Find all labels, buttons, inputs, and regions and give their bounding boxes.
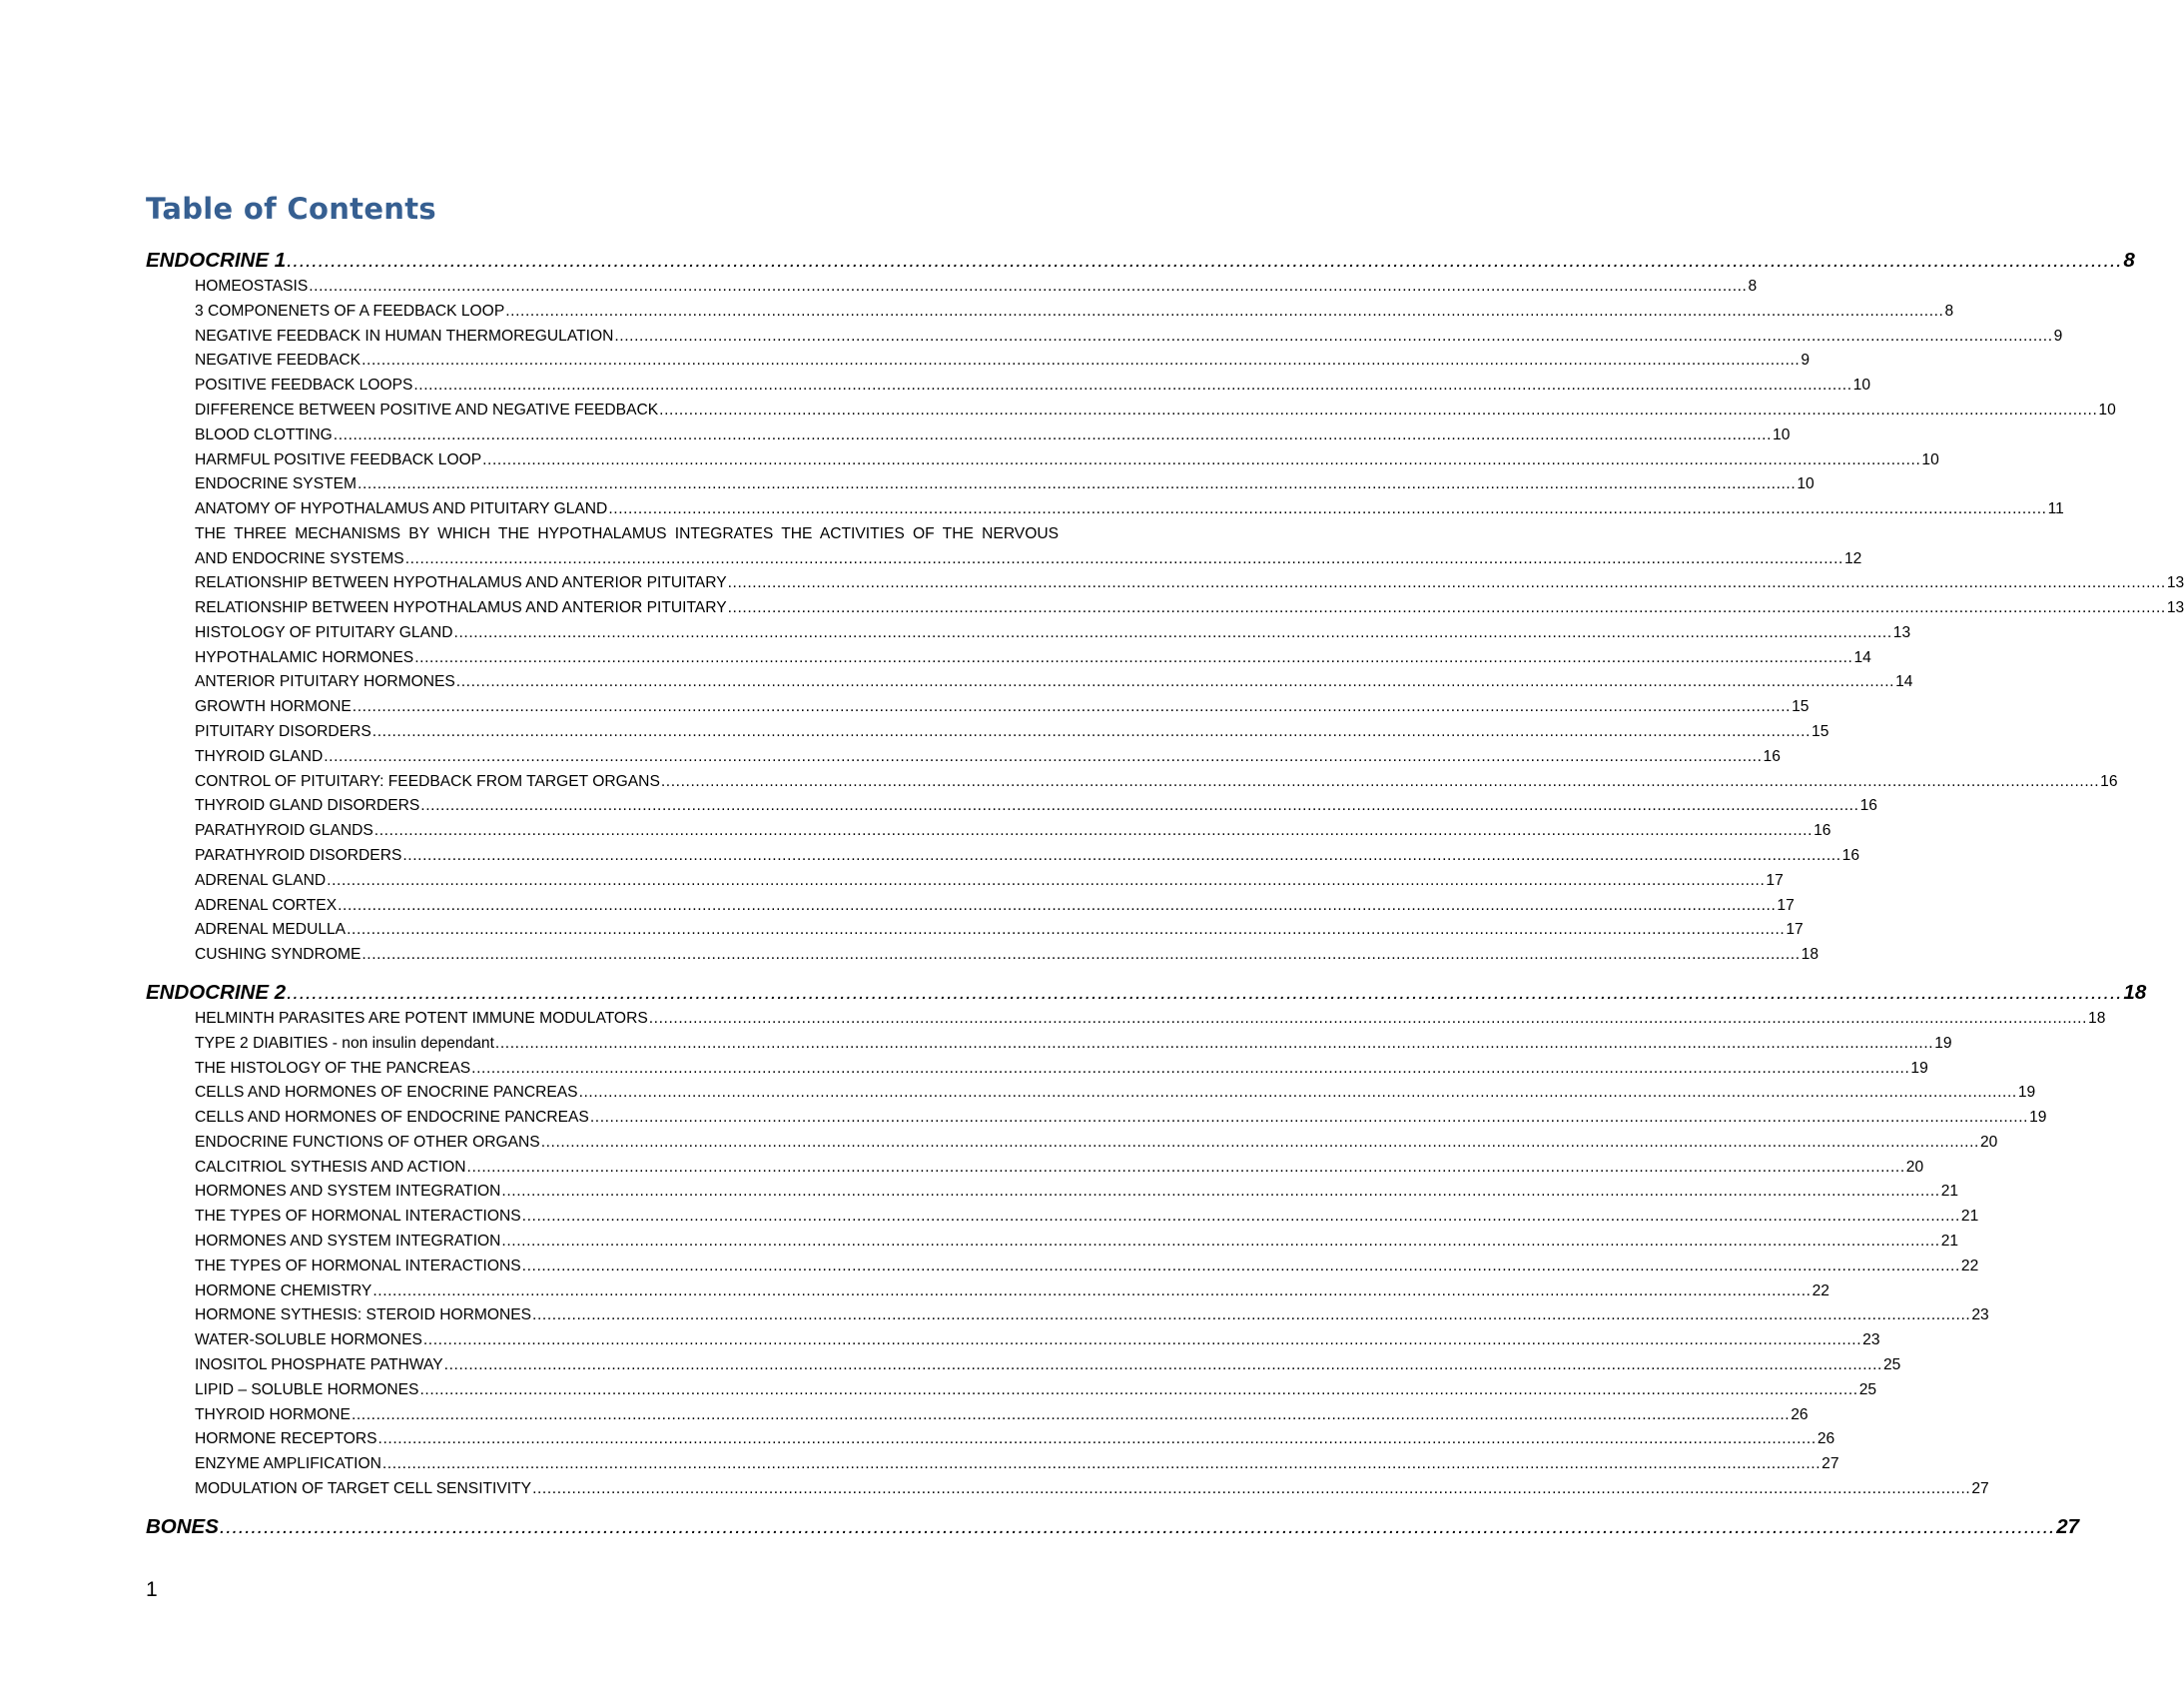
toc-entry[interactable] xyxy=(146,869,1784,894)
toc-entry-page: 25 xyxy=(1882,1356,1901,1374)
toc-entry[interactable] xyxy=(146,745,1781,770)
toc-entry-page: 10 xyxy=(1797,475,1815,493)
toc-section-label: BONES xyxy=(146,1514,219,1538)
toc-entry-label: THE TYPES OF HORMONAL INTERACTIONS xyxy=(195,1208,521,1226)
toc-dot-leader: .................................................................................................................................................................................................................................................................................................... xyxy=(358,475,1797,493)
toc-section-page: 27 xyxy=(2056,1514,2080,1538)
toc-dot-leader: .................................................................................................................................................................................................................................................................................................... xyxy=(521,1208,1960,1226)
toc-dot-leader: .................................................................................................................................................................................................................................................................................................... xyxy=(521,1257,1960,1274)
toc-entry-label: ADRENAL GLAND xyxy=(195,871,327,889)
toc-entry[interactable] xyxy=(146,770,2118,795)
toc-entry[interactable] xyxy=(146,670,1913,695)
toc-entry[interactable] xyxy=(146,1279,1829,1304)
toc-entry-label: PITUITARY DISORDERS xyxy=(195,722,371,740)
toc-section-endocrine-2[interactable] xyxy=(146,978,2147,1007)
toc-entry-label: LIPID – SOLUBLE HORMONES xyxy=(195,1380,419,1398)
toc-entry-label: HISTOLOGY OF PITUITARY GLAND xyxy=(195,623,453,641)
toc-entry[interactable] xyxy=(146,819,1831,844)
toc-entry[interactable] xyxy=(146,448,1939,473)
toc-entry-label: GROWTH HORMONE xyxy=(195,698,352,716)
toc-entry-page: 26 xyxy=(1817,1430,1835,1448)
toc-entry-page: 10 xyxy=(2098,401,2116,419)
toc-entry[interactable] xyxy=(146,695,1810,720)
toc-section-page: 18 xyxy=(2123,980,2147,1004)
toc-entry[interactable] xyxy=(146,424,1791,448)
toc-dot-leader: .................................................................................................................................................................................................................................................................................................... xyxy=(501,1183,1940,1201)
toc-section-endocrine-1[interactable] xyxy=(146,246,2135,275)
toc-entry-page: 14 xyxy=(1853,648,1871,666)
toc-dot-leader: .................................................................................................................................................................................................................................................................................................... xyxy=(648,1009,2088,1027)
toc-entry-page: 21 xyxy=(1940,1183,1959,1201)
toc-entry-label: BLOOD CLOTTING xyxy=(195,425,333,443)
toc-entry-page: 17 xyxy=(1777,896,1795,914)
toc-entry[interactable] xyxy=(146,1477,1989,1502)
toc-entry-page: 9 xyxy=(2053,327,2063,345)
toc-entry[interactable] xyxy=(146,1427,1835,1452)
toc-entry[interactable] xyxy=(146,1303,1989,1328)
toc-entry-page: 22 xyxy=(1960,1257,1979,1274)
toc-entry-page: 10 xyxy=(1852,377,1871,395)
toc-entry-wrapped[interactable] xyxy=(146,522,1862,571)
toc-entry-page: 10 xyxy=(1773,425,1791,443)
toc-entry-page: 16 xyxy=(1859,797,1877,815)
toc-entry-page: 27 xyxy=(1821,1455,1839,1473)
toc-dot-leader: .................................................................................................................................................................................................................................................................................................... xyxy=(347,921,1786,939)
toc-dot-leader: .................................................................................................................................................................................................................................................................................................... xyxy=(727,574,2166,592)
toc-dot-leader: .................................................................................................................................................................................................................................................................................................... xyxy=(443,1356,1882,1374)
toc-title: Table of Contents xyxy=(146,192,436,226)
toc-entry-label-line2: AND ENDOCRINE SYSTEMS xyxy=(195,549,404,567)
toc-entry-label: PARATHYROID DISORDERS xyxy=(195,846,402,864)
toc-entry-page: 13 xyxy=(2166,598,2184,616)
toc-entry-label: HYPOTHALAMIC HORMONES xyxy=(195,648,414,666)
toc-entry-label: 3 COMPONENETS OF A FEEDBACK LOOP xyxy=(195,302,505,320)
toc-entry-page: 9 xyxy=(1801,352,1811,370)
toc-dot-leader: .................................................................................................................................................................................................................................................................................................... xyxy=(614,327,2053,345)
toc-dot-leader: .................................................................................................................................................................................................................................................................................................... xyxy=(501,1233,1940,1251)
toc-entry[interactable] xyxy=(146,300,1954,325)
toc-dot-leader: .................................................................................................................................................................................................................................................................................................... xyxy=(589,1109,2029,1127)
toc-entry-page: 15 xyxy=(1812,722,1829,740)
toc-entry-page: 19 xyxy=(2029,1109,2047,1127)
toc-dot-leader: .................................................................................................................................................................................................................................................................................................... xyxy=(419,1380,1858,1398)
toc-entry[interactable] xyxy=(146,399,2116,424)
toc-section-label: ENDOCRINE 1 xyxy=(146,249,287,272)
toc-entry-page: 23 xyxy=(1862,1331,1880,1349)
toc-dot-leader: .................................................................................................................................................................................................................................................................................................... xyxy=(455,673,1895,691)
toc-entry-label: ANTERIOR PITUITARY HORMONES xyxy=(195,673,455,691)
toc-entry-label: CELLS AND HORMONES OF ENDOCRINE PANCREAS xyxy=(195,1109,589,1127)
toc-entry-page: 23 xyxy=(1971,1306,1989,1324)
toc-entry[interactable] xyxy=(146,1131,1998,1156)
toc-dot-leader: .................................................................................................................................................................................................................................................................................................... xyxy=(578,1084,2017,1102)
toc-dot-leader: .................................................................................................................................................................................................................................................................................................... xyxy=(466,1158,1905,1176)
toc-entry[interactable] xyxy=(146,472,1815,497)
toc-dot-leader: .................................................................................................................................................................................................................................................................................................... xyxy=(371,722,1812,740)
toc-entry-page: 18 xyxy=(1801,946,1819,964)
toc-entry[interactable] xyxy=(146,325,2063,350)
toc-entry-page: 11 xyxy=(2047,500,2064,518)
toc-entry-page: 15 xyxy=(1792,698,1810,716)
toc-entry[interactable] xyxy=(146,720,1829,745)
toc-entry[interactable] xyxy=(146,571,2184,596)
toc-dot-leader: .................................................................................................................................................................................................................................................................................................... xyxy=(532,1306,1971,1324)
toc-entry[interactable] xyxy=(146,646,1871,671)
toc-entry-page: 26 xyxy=(1791,1405,1809,1423)
toc-entry-page: 8 xyxy=(1748,278,1758,295)
toc-dot-leader: .................................................................................................................................................................................................................................................................................................... xyxy=(471,1059,1910,1077)
toc-entry-label: HORMONE SYTHESIS: STEROID HORMONES xyxy=(195,1306,532,1324)
toc-entry-label: ADRENAL CORTEX xyxy=(195,896,338,914)
toc-entry-label: THE TYPES OF HORMONAL INTERACTIONS xyxy=(195,1257,521,1274)
toc-entry-label: HORMONES AND SYSTEM INTEGRATION xyxy=(195,1233,501,1251)
toc-entry-label: DIFFERENCE BETWEEN POSITIVE AND NEGATIVE FEEDBACK xyxy=(195,401,659,419)
toc-entry-label: HOMEOSTASIS xyxy=(195,278,309,295)
toc-dot-leader: .................................................................................................................................................................................................................................................................................................... xyxy=(660,772,2100,790)
toc-dot-leader: .................................................................................................................................................................................................................................................................................................... xyxy=(422,1331,1862,1349)
toc-entry-label: ENZYME AMPLIFICATION xyxy=(195,1455,381,1473)
toc-dot-leader: .................................................................................................................................................................................................................................................................................................... xyxy=(333,425,1773,443)
toc-section-label: ENDOCRINE 2 xyxy=(146,980,287,1004)
toc-dot-leader: .................................................................................................................................................................................................................................................................................................... xyxy=(540,1133,1979,1151)
toc-entry-page: 25 xyxy=(1858,1380,1877,1398)
toc-entry-line2 xyxy=(195,547,1862,572)
toc-entry[interactable] xyxy=(146,374,1871,399)
toc-entry[interactable] xyxy=(146,1106,2047,1131)
toc-entry-label: INOSITOL PHOSPHATE PATHWAY xyxy=(195,1356,443,1374)
toc-entry[interactable] xyxy=(146,918,1804,943)
toc-dot-leader: .................................................................................................................................................................................................................................................................................................... xyxy=(381,1455,1821,1473)
toc-entry[interactable] xyxy=(146,1156,1924,1181)
toc-dot-leader: .................................................................................................................................................................................................................................................................................................... xyxy=(494,1034,1934,1052)
toc-entry-page: 20 xyxy=(1979,1133,1998,1151)
toc-dot-leader: .................................................................................................................................................................................................................................................................................................... xyxy=(413,377,1852,395)
toc-dot-leader: .................................................................................................................................................................................................................................................................................................... xyxy=(351,1405,1791,1423)
toc-dot-leader: .................................................................................................................................................................................................................................................................................................... xyxy=(373,822,1814,840)
toc-entry[interactable] xyxy=(146,1205,1979,1230)
toc-entry[interactable] xyxy=(146,349,1811,374)
toc-entry-page: 16 xyxy=(1814,822,1831,840)
toc-entry-page: 27 xyxy=(1971,1480,1989,1498)
toc-dot-leader: .................................................................................................................................................................................................................................................................................................... xyxy=(420,797,1859,815)
toc-entry[interactable] xyxy=(146,894,1795,919)
toc-dot-leader: .................................................................................................................................................................................................................................................................................................... xyxy=(287,980,2123,1004)
toc-entry-label: HORMONE RECEPTORS xyxy=(195,1430,377,1448)
toc-entry-label: ANATOMY OF HYPOTHALAMUS AND PITUITARY GLAND xyxy=(195,500,608,518)
toc-entry-page: 14 xyxy=(1895,673,1913,691)
toc-entry-label: CELLS AND HORMONES OF ENOCRINE PANCREAS xyxy=(195,1084,578,1102)
toc-dot-leader: .................................................................................................................................................................................................................................................................................................... xyxy=(532,1480,1971,1498)
toc-entry[interactable] xyxy=(146,1353,1901,1378)
toc-entry-page: 21 xyxy=(1960,1208,1979,1226)
toc-entry-page: 16 xyxy=(1763,747,1781,765)
toc-entry-page: 17 xyxy=(1786,921,1804,939)
toc-entry-label: NEGATIVE FEEDBACK xyxy=(195,352,362,370)
toc-entry-label: PARATHYROID GLANDS xyxy=(195,822,373,840)
toc-section-page: 8 xyxy=(2123,249,2135,272)
toc-dot-leader: .................................................................................................................................................................................................................................................................................................... xyxy=(608,500,2047,518)
toc-dot-leader: .................................................................................................................................................................................................................................................................................................... xyxy=(327,871,1766,889)
toc-entry-label: HORMONES AND SYSTEM INTEGRATION xyxy=(195,1183,501,1201)
toc-entry-page: 13 xyxy=(1892,623,1911,641)
toc-entry-label: MODULATION OF TARGET CELL SENSITIVITY xyxy=(195,1480,532,1498)
toc-dot-leader: .................................................................................................................................................................................................................................................................................................... xyxy=(219,1514,2056,1538)
toc-entry-page: 16 xyxy=(1841,846,1860,864)
toc-entry[interactable] xyxy=(146,621,1911,646)
toc-entry-label: THE HISTOLOGY OF THE PANCREAS xyxy=(195,1059,471,1077)
toc-dot-leader: .................................................................................................................................................................................................................................................................................................... xyxy=(404,549,1843,567)
toc-entry-page: 21 xyxy=(1940,1233,1959,1251)
toc-entry-page: 19 xyxy=(1934,1034,1952,1052)
toc-entry-label: ENDOCRINE SYSTEM xyxy=(195,475,358,493)
toc-dot-leader: .................................................................................................................................................................................................................................................................................................... xyxy=(402,846,1841,864)
toc-dot-leader: .................................................................................................................................................................................................................................................................................................... xyxy=(377,1430,1817,1448)
toc-dot-leader: .................................................................................................................................................................................................................................................................................................... xyxy=(453,623,1892,641)
toc-entry[interactable] xyxy=(146,1180,1959,1205)
toc-dot-leader: .................................................................................................................................................................................................................................................................................................... xyxy=(482,450,1921,468)
toc-entry-label: HELMINTH PARASITES ARE POTENT IMMUNE MODULATORS xyxy=(195,1009,648,1027)
toc-entry-label: HARMFUL POSITIVE FEEDBACK LOOP xyxy=(195,450,482,468)
toc-dot-leader: .................................................................................................................................................................................................................................................................................................... xyxy=(362,352,1801,370)
toc-entry-label: THYROID GLAND DISORDERS xyxy=(195,797,420,815)
toc-entry-label: WATER-SOLUBLE HORMONES xyxy=(195,1331,422,1349)
toc-entry[interactable] xyxy=(146,1328,1880,1353)
toc-entry[interactable] xyxy=(146,1032,1952,1057)
toc-dot-leader: .................................................................................................................................................................................................................................................................................................... xyxy=(414,648,1853,666)
toc-entry-label: THYROID GLAND xyxy=(195,747,324,765)
toc-entry-label: NEGATIVE FEEDBACK IN HUMAN THERMOREGULATION xyxy=(195,327,614,345)
toc-entry-label: ADRENAL MEDULLA xyxy=(195,921,347,939)
toc-dot-leader: .................................................................................................................................................................................................................................................................................................... xyxy=(352,698,1792,716)
toc-entry[interactable] xyxy=(146,1378,1877,1403)
toc-entry-label: CALCITRIOL SYTHESIS AND ACTION xyxy=(195,1158,466,1176)
table-of-contents xyxy=(146,246,2184,1541)
toc-dot-leader: .................................................................................................................................................................................................................................................................................................... xyxy=(727,598,2166,616)
toc-dot-leader: .................................................................................................................................................................................................................................................................................................... xyxy=(659,401,2098,419)
toc-entry[interactable] xyxy=(146,943,1819,968)
toc-entry-label: RELATIONSHIP BETWEEN HYPOTHALAMUS AND ANTERIOR PITUITARY xyxy=(195,598,727,616)
toc-entry[interactable] xyxy=(146,794,1877,819)
toc-entry-page: 10 xyxy=(1921,450,1939,468)
toc-entry[interactable] xyxy=(146,844,1860,869)
toc-entry-label: TYPE 2 DIABITIES - non insulin dependant xyxy=(195,1034,494,1052)
toc-entry-label: CUSHING SYNDROME xyxy=(195,946,362,964)
toc-entry[interactable] xyxy=(146,275,1758,300)
toc-entry[interactable] xyxy=(146,1255,1979,1279)
toc-entry-label: THYROID HORMONE xyxy=(195,1405,351,1423)
toc-entry-label: RELATIONSHIP BETWEEN HYPOTHALAMUS AND ANTERIOR PITUITARY xyxy=(195,574,727,592)
toc-entry-page: 22 xyxy=(1812,1281,1829,1299)
toc-entry[interactable] xyxy=(146,1403,1809,1428)
toc-dot-leader: .................................................................................................................................................................................................................................................................................................... xyxy=(372,1281,1812,1299)
toc-entry-page: 13 xyxy=(2166,574,2184,592)
toc-entry[interactable] xyxy=(146,1452,1839,1477)
toc-entry-label: POSITIVE FEEDBACK LOOPS xyxy=(195,377,413,395)
footer-page-number: 1 xyxy=(146,1578,158,1601)
toc-dot-leader: .................................................................................................................................................................................................................................................................................................... xyxy=(324,747,1763,765)
toc-dot-leader: .................................................................................................................................................................................................................................................................................................... xyxy=(309,278,1748,295)
toc-entry[interactable] xyxy=(146,1081,2036,1106)
toc-entry-label: CONTROL OF PITUITARY: FEEDBACK FROM TARGET ORGANS xyxy=(195,772,660,790)
toc-dot-leader: .................................................................................................................................................................................................................................................................................................... xyxy=(287,249,2123,272)
toc-entry[interactable] xyxy=(146,1007,2106,1032)
toc-entry[interactable] xyxy=(146,596,2184,621)
toc-entry-label-line1: THE THREE MECHANISMS BY WHICH THE HYPOTHALAMUS INTEGRATES THE ACTIVITIES OF THE NERVOUS xyxy=(195,524,1059,542)
toc-entry-page: 17 xyxy=(1766,871,1784,889)
toc-entry-label: HORMONE CHEMISTRY xyxy=(195,1281,372,1299)
toc-entry-page: 19 xyxy=(2017,1084,2036,1102)
toc-dot-leader: .................................................................................................................................................................................................................................................................................................... xyxy=(362,946,1801,964)
toc-entry-page: 12 xyxy=(1843,549,1862,567)
toc-entry-page: 16 xyxy=(2100,772,2118,790)
toc-entry-page: 19 xyxy=(1910,1059,1928,1077)
toc-entry-page: 8 xyxy=(1944,302,1954,320)
toc-entry[interactable] xyxy=(146,497,2064,522)
toc-dot-leader: .................................................................................................................................................................................................................................................................................................... xyxy=(505,302,1944,320)
toc-dot-leader: .................................................................................................................................................................................................................................................................................................... xyxy=(338,896,1777,914)
toc-section-bones[interactable] xyxy=(146,1512,2080,1541)
toc-entry[interactable] xyxy=(146,1230,1959,1255)
toc-entry-page: 20 xyxy=(1905,1158,1924,1176)
toc-entry[interactable] xyxy=(146,1057,1928,1082)
toc-entry-label: ENDOCRINE FUNCTIONS OF OTHER ORGANS xyxy=(195,1133,540,1151)
toc-entry-page: 18 xyxy=(2088,1009,2106,1027)
